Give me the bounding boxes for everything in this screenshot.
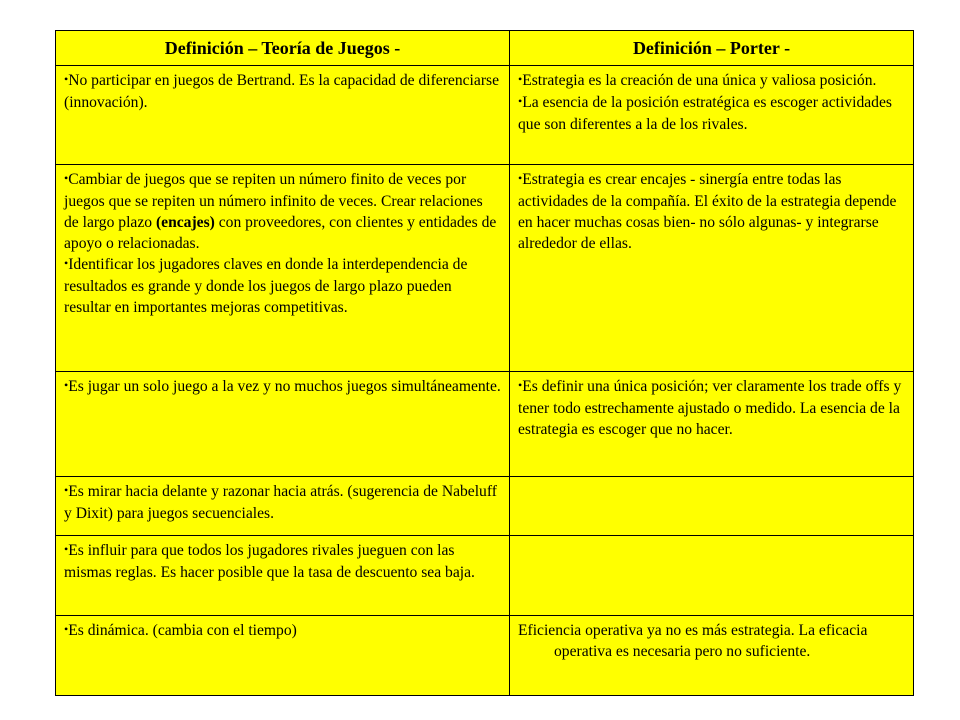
bullet-icon: • [64,622,69,636]
bullet-icon: • [64,72,69,86]
bullet-text-bold: (encajes) [155,214,215,231]
bullet-item [518,92,905,135]
header-porter: Definición – Porter - [510,31,914,66]
header-row [56,31,914,66]
cell-game-theory [56,477,510,536]
bullet-icon: • [64,378,69,392]
bullet-icon: • [518,72,523,86]
bullet-item [518,376,905,440]
table-row [56,536,914,616]
bullet-icon: • [518,378,523,392]
cell-game-theory [56,372,510,477]
bullet-text: con proveedores, con clientes y entidades de apoyo o relacionadas. [64,214,497,252]
cell-porter [510,66,914,165]
table-row [56,616,914,696]
header-game-theory: Definición – Teoría de Juegos - [56,31,510,66]
bullet-text: Es influir para que todos los jugadores rivales jueguen con las mismas reglas. Es hacer posible que la tasa de descuento sea baja. [64,542,475,581]
bullet-text: Es definir una única posición; ver claramente los trade offs y tener todo estrechamente ajustado o medido. La esencia de la estrategia es escoger que no hacer. [518,378,902,438]
bullet-item [518,70,905,92]
bullet-text: No participar en juegos de Bertrand. Es la capacidad de diferenciarse (innovación). [64,72,499,111]
cell-porter [510,616,914,696]
bullet-text: Es mirar hacia delante y razonar hacia atrás. (sugerencia de Nabeluff y Dixit) para juegos secuenciales. [64,483,497,522]
bullet-text: Es jugar un solo juego a la vez y no muchos juegos simultáneamente. [68,378,501,395]
cell-porter [510,165,914,372]
table-row [56,66,914,165]
paragraph: Eficiencia operativa ya no es más estrategia. La eficacia operativa es necesaria pero no suficiente. [518,622,868,660]
bullet-item [64,620,501,642]
bullet-text: Estrategia es crear encajes - sinergía entre todas las actividades de la compañía. El éxito de la estrategia depende en hacer muchas cosas bien- no sólo algunas- y integrarse alrededor de ellas. [518,171,897,252]
comparison-table [55,30,914,696]
cell-game-theory [56,616,510,696]
bullet-icon: • [64,542,69,556]
bullet-text: Es dinámica. (cambia con el tiempo) [68,622,297,639]
bullet-item [64,169,501,254]
bullet-item [64,481,501,524]
bullet-text: Estrategia es la creación de una única y valiosa posición. [522,72,877,89]
table-row [56,372,914,477]
bullet-icon: • [64,483,69,497]
bullet-icon: • [64,171,69,185]
cell-game-theory [56,66,510,165]
bullet-item [64,254,501,318]
cell-porter-empty [510,536,914,616]
bullet-icon: • [518,171,523,185]
bullet-text: Identificar los jugadores claves en donde la interdependencia de resultados es grande y donde los juegos de largo plazo pueden resultar en importantes mejoras competitivas. [64,256,468,316]
bullet-icon: • [518,94,523,108]
bullet-icon: • [64,256,69,270]
cell-porter-empty [510,477,914,536]
table-row [56,165,914,372]
bullet-item [518,169,905,254]
cell-game-theory [56,536,510,616]
table-row [56,477,914,536]
cell-porter [510,372,914,477]
bullet-text: Cambiar de juegos que se repiten un número finito de veces por juegos que se repiten un número infinito de veces. Crear relaciones de largo plazo [64,171,483,231]
bullet-item [64,376,501,398]
cell-game-theory [56,165,510,372]
bullet-text: La esencia de la posición estratégica es escoger actividades que son diferentes a la de los rivales. [518,94,892,133]
bullet-item [64,70,501,113]
bullet-item [64,540,501,583]
